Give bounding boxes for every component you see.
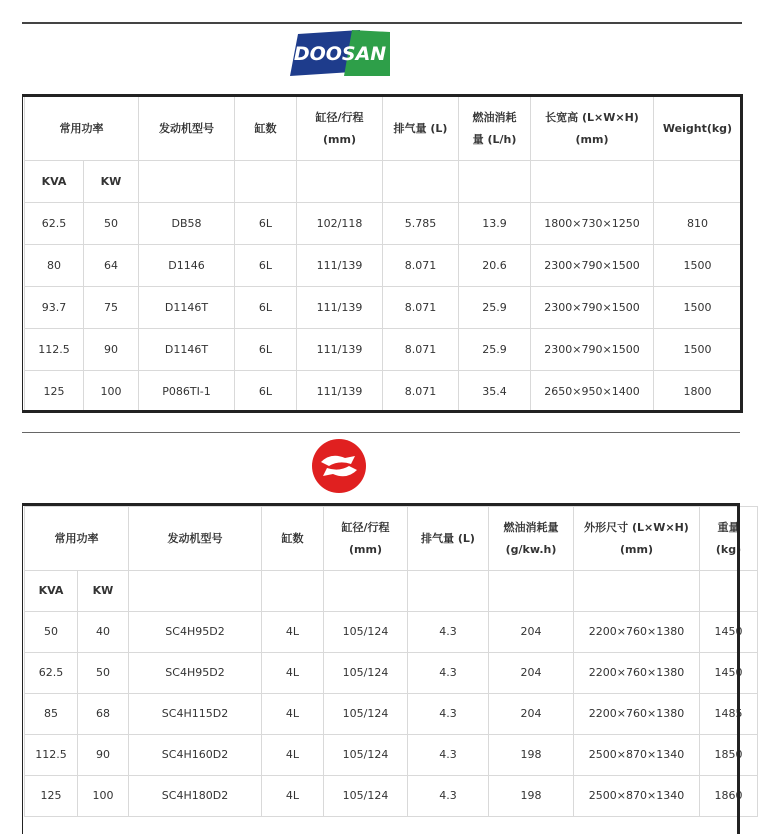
cell-kw: 50: [84, 203, 139, 245]
empty-cell: [489, 571, 574, 612]
cell-cylinders: 4L: [262, 612, 324, 653]
cell-kw: 68: [78, 694, 129, 735]
header-dimensions-line2: (mm): [620, 542, 653, 556]
cell-weight: 1860: [700, 776, 758, 817]
empty-cell: [531, 161, 654, 203]
cell-dimensions: 2500×870×1340: [574, 776, 700, 817]
cell-cylinders: 6L: [235, 371, 297, 413]
cell-kva: 125: [25, 371, 84, 413]
header-fuel-line1: 燃油消耗量: [503, 520, 559, 534]
cell-fuel: 20.6: [459, 245, 531, 287]
header-dimensions-line1: 外形尺寸 (L×W×H): [584, 520, 689, 534]
cell-cylinders: 6L: [235, 329, 297, 371]
cell-displacement: 4.3: [408, 776, 489, 817]
cell-engine-model: P086TI-1: [139, 371, 235, 413]
header-fuel-line2: (g/kw.h): [505, 542, 557, 556]
empty-cell: [408, 571, 489, 612]
cell-displacement: 8.071: [383, 245, 459, 287]
table-row: [25, 776, 758, 817]
middle-divider: [22, 432, 740, 433]
cell-engine-model: D1146T: [139, 287, 235, 329]
subheader-kw: KW: [84, 161, 139, 203]
cell-dimensions: 2200×760×1380: [574, 653, 700, 694]
cell-bore-stroke: 105/124: [324, 735, 408, 776]
header-engine-model: 发动机型号: [129, 507, 262, 571]
cell-kva: 50: [25, 612, 78, 653]
cell-weight: 1850: [700, 735, 758, 776]
header-bore-stroke-line1: 缸径/行程: [315, 110, 364, 124]
header-fuel-consumption: [489, 507, 574, 571]
empty-cell: [129, 571, 262, 612]
cell-fuel: 25.9: [459, 329, 531, 371]
header-displacement: 排气量 (L): [408, 507, 489, 571]
doosan-spec-table: [24, 96, 742, 413]
empty-cell: [262, 571, 324, 612]
cell-engine-model: SC4H180D2: [129, 776, 262, 817]
cell-kva: 112.5: [25, 329, 84, 371]
cell-engine-model: SC4H95D2: [129, 653, 262, 694]
header-bore-stroke-line2: (mm): [349, 542, 382, 556]
cell-bore-stroke: 105/124: [324, 776, 408, 817]
cell-weight: 1450: [700, 653, 758, 694]
subheader-kw: KW: [78, 571, 129, 612]
cell-cylinders: 6L: [235, 287, 297, 329]
cell-engine-model: SC4H160D2: [129, 735, 262, 776]
cell-cylinders: 4L: [262, 694, 324, 735]
empty-cell: [574, 571, 700, 612]
doosan-logo: [290, 30, 390, 76]
subheader-kva: KVA: [25, 161, 84, 203]
header-dimensions: [574, 507, 700, 571]
cell-weight: 1800: [654, 371, 742, 413]
cell-dimensions: 2300×790×1500: [531, 287, 654, 329]
doosan-logo-text: DOOSAN: [293, 43, 387, 65]
header-dimensions: [531, 97, 654, 161]
cell-kva: 93.7: [25, 287, 84, 329]
cell-displacement: 4.3: [408, 735, 489, 776]
header-fuel-line1: 燃油消耗: [472, 110, 517, 124]
cell-kva: 125: [25, 776, 78, 817]
table-row: [25, 653, 758, 694]
table-row: [25, 329, 742, 371]
empty-cell: [459, 161, 531, 203]
header-dimensions-line2: (mm): [575, 132, 609, 146]
cell-weight: 1500: [654, 287, 742, 329]
cell-bore-stroke: 105/124: [324, 653, 408, 694]
cell-dimensions: 2200×760×1380: [574, 612, 700, 653]
cell-fuel: 198: [489, 776, 574, 817]
cell-fuel: 204: [489, 694, 574, 735]
header-bore-stroke-line1: 缸径/行程: [341, 520, 390, 534]
cell-kw: 90: [84, 329, 139, 371]
cell-weight: 1450: [700, 612, 758, 653]
header-cylinders: 缸数: [262, 507, 324, 571]
cell-weight: 1500: [654, 245, 742, 287]
cell-displacement: 8.071: [383, 329, 459, 371]
subheader-kva: KVA: [25, 571, 78, 612]
table-row: [25, 287, 742, 329]
header-weight: Weight(kg): [654, 97, 742, 161]
header-engine-model: 发动机型号: [139, 97, 235, 161]
cell-bore-stroke: 111/139: [297, 329, 383, 371]
empty-cell: [235, 161, 297, 203]
cell-kva: 112.5: [25, 735, 78, 776]
empty-cell: [700, 571, 758, 612]
cell-engine-model: D1146: [139, 245, 235, 287]
table-row: [25, 245, 742, 287]
cell-cylinders: 6L: [235, 203, 297, 245]
header-fuel-consumption: [459, 97, 531, 161]
table-row: [25, 203, 742, 245]
table-row: [25, 371, 742, 413]
table-row: [25, 735, 758, 776]
top-divider: [22, 22, 742, 24]
cell-kw: 50: [78, 653, 129, 694]
header-bore-stroke: [324, 507, 408, 571]
cell-kw: 64: [84, 245, 139, 287]
cell-fuel: 198: [489, 735, 574, 776]
cell-kva: 62.5: [25, 653, 78, 694]
cell-bore-stroke: 111/139: [297, 245, 383, 287]
cell-kw: 75: [84, 287, 139, 329]
header-cylinders: 缸数: [235, 97, 297, 161]
cell-displacement: 4.3: [408, 612, 489, 653]
cell-bore-stroke: 111/139: [297, 371, 383, 413]
header-bore-stroke: [297, 97, 383, 161]
cell-bore-stroke: 105/124: [324, 612, 408, 653]
cell-displacement: 8.071: [383, 371, 459, 413]
empty-cell: [654, 161, 742, 203]
cell-dimensions: 2300×790×1500: [531, 245, 654, 287]
cell-engine-model: SC4H115D2: [129, 694, 262, 735]
cell-weight: 810: [654, 203, 742, 245]
cell-weight: 1485: [700, 694, 758, 735]
cell-displacement: 8.071: [383, 287, 459, 329]
cell-fuel: 204: [489, 653, 574, 694]
cell-displacement: 4.3: [408, 694, 489, 735]
sdec-logo: [311, 438, 367, 494]
cell-dimensions: 2650×950×1400: [531, 371, 654, 413]
cell-displacement: 5.785: [383, 203, 459, 245]
cell-displacement: 4.3: [408, 653, 489, 694]
cell-bore-stroke: 111/139: [297, 287, 383, 329]
cell-fuel: 35.4: [459, 371, 531, 413]
cell-cylinders: 6L: [235, 245, 297, 287]
cell-kw: 40: [78, 612, 129, 653]
cell-dimensions: 2300×790×1500: [531, 329, 654, 371]
cell-engine-model: DB58: [139, 203, 235, 245]
header-weight: [700, 507, 758, 571]
cell-dimensions: 2500×870×1340: [574, 735, 700, 776]
header-fuel-line2: 量 (L/h): [472, 132, 517, 146]
cell-dimensions: 2200×760×1380: [574, 694, 700, 735]
cell-bore-stroke: 105/124: [324, 694, 408, 735]
cell-cylinders: 4L: [262, 735, 324, 776]
empty-cell: [297, 161, 383, 203]
header-rated-power: 常用功率: [25, 507, 129, 571]
cell-cylinders: 4L: [262, 776, 324, 817]
cell-kva: 85: [25, 694, 78, 735]
cell-weight: 1500: [654, 329, 742, 371]
cell-kw: 100: [84, 371, 139, 413]
cell-kw: 90: [78, 735, 129, 776]
empty-cell: [324, 571, 408, 612]
cell-dimensions: 1800×730×1250: [531, 203, 654, 245]
header-weight-line2: (kg): [715, 542, 742, 556]
sdec-spec-table: [24, 506, 758, 817]
cell-fuel: 25.9: [459, 287, 531, 329]
empty-cell: [383, 161, 459, 203]
table-row: [25, 694, 758, 735]
cell-bore-stroke: 102/118: [297, 203, 383, 245]
cell-kva: 80: [25, 245, 84, 287]
cell-kw: 100: [78, 776, 129, 817]
header-bore-stroke-line2: (mm): [323, 132, 356, 146]
header-rated-power: 常用功率: [25, 97, 139, 161]
cell-engine-model: D1146T: [139, 329, 235, 371]
cell-fuel: 13.9: [459, 203, 531, 245]
header-dimensions-line1: 长宽高 (L×W×H): [545, 110, 639, 124]
cell-cylinders: 4L: [262, 653, 324, 694]
header-weight-line1: 重量: [717, 520, 740, 534]
empty-cell: [139, 161, 235, 203]
cell-kva: 62.5: [25, 203, 84, 245]
cell-fuel: 204: [489, 612, 574, 653]
header-displacement: 排气量 (L): [383, 97, 459, 161]
cell-engine-model: SC4H95D2: [129, 612, 262, 653]
table-row: [25, 612, 758, 653]
